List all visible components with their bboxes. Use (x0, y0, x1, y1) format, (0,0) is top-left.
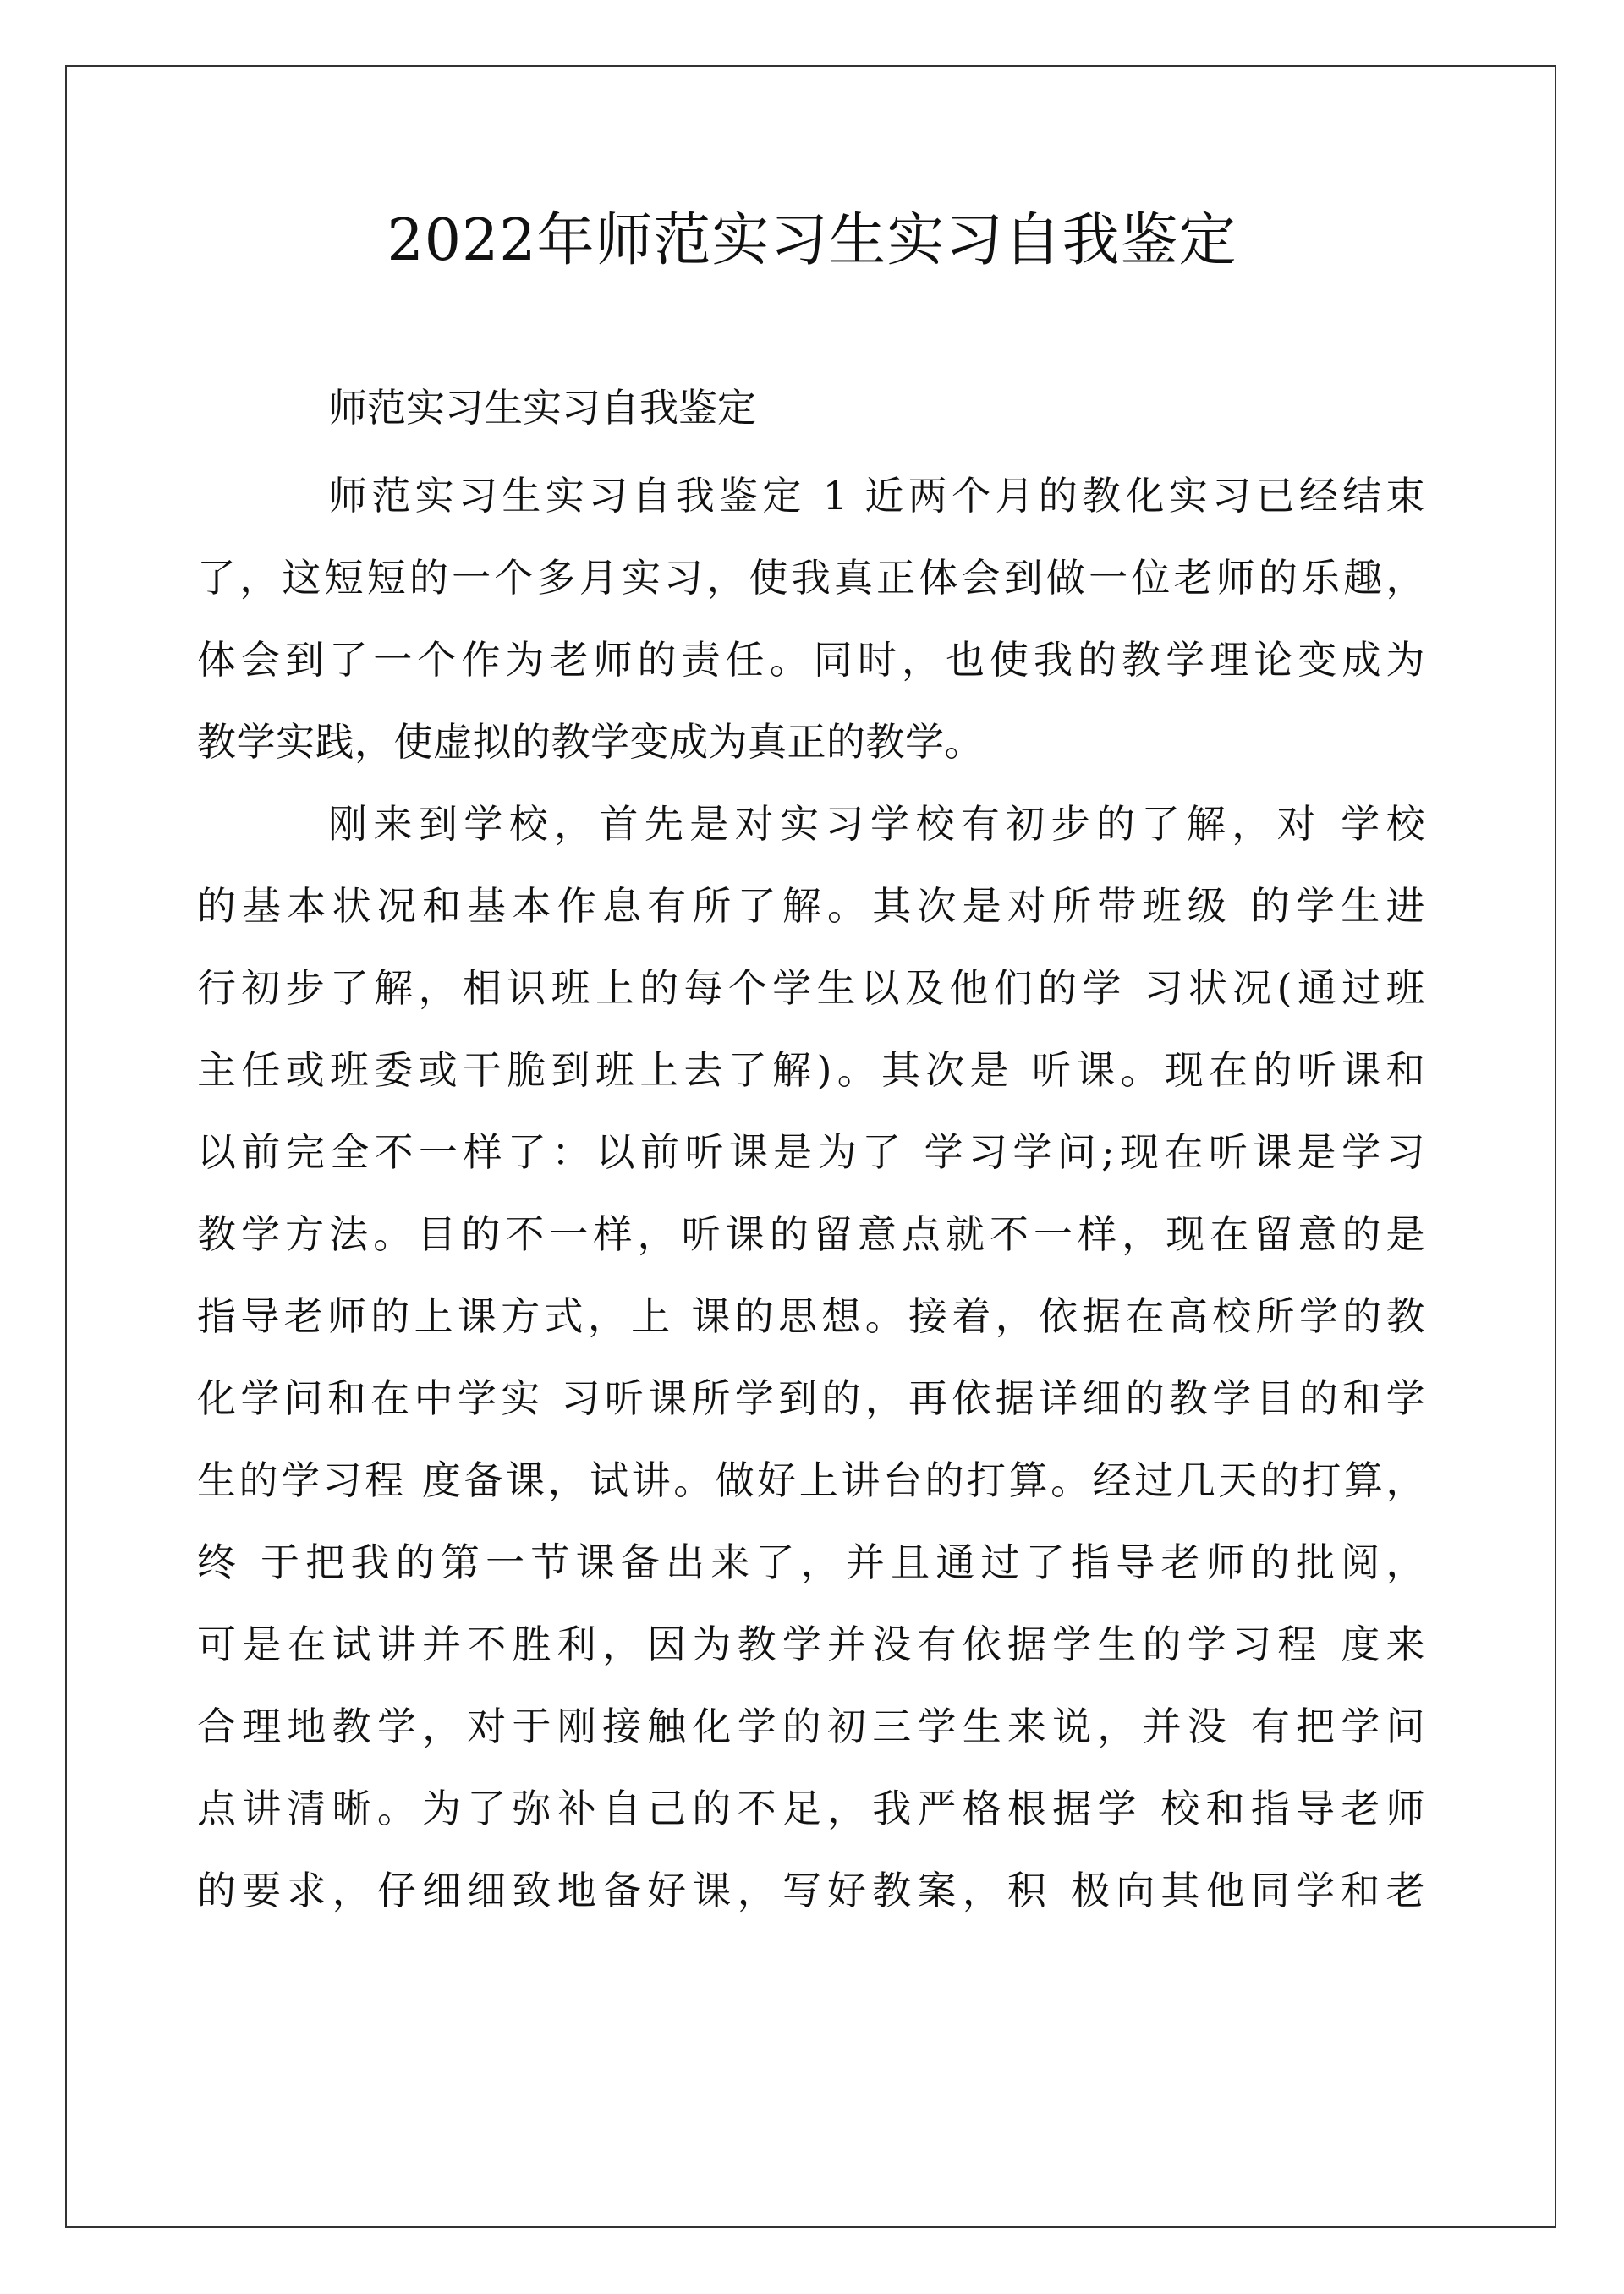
paragraph-1-line-1: 师范实习生实习自我鉴定 1 近两个月的教化实习已经结束 (328, 473, 1425, 519)
paragraph-1-line-4: 教学实践，使虚拟的教学变成为真正的教学。 (197, 719, 984, 765)
paragraph-2-line-11: 可是在试讲并不胜利，因为教学并没有依据学生的学习程 度来 (197, 1622, 1425, 1667)
paragraph-1-line-3: 体会到了一个作为老师的责任。同时，也使我的教学理论变成为 (197, 637, 1425, 683)
paragraph-2-line-12: 合理地教学，对于刚接触化学的初三学生来说，并没 有把学问 (197, 1704, 1425, 1749)
paragraph-2-line-2: 的基本状况和基本作息有所了解。其次是对所带班级 的学生进 (197, 883, 1425, 929)
paragraph-2-line-9: 生的学习程 度备课，试讲。做好上讲台的打算。经过几天的打算， (197, 1457, 1425, 1503)
paragraph-2-line-4: 主任或班委或干脆到班上去了解)。其次是 听课。现在的听课和 (197, 1047, 1425, 1093)
document-title: 2022年师范实习生实习自我鉴定 (387, 207, 1237, 274)
paragraph-1-line-2: 了，这短短的一个多月实习，使我真正体会到做一位老师的乐趣， (197, 555, 1425, 601)
paragraph-2-line-3: 行初步了解，相识班上的每个学生以及他们的学 习状况(通过班 (197, 965, 1425, 1011)
paragraph-2-line-1: 刚来到学校，首先是对实习学校有初步的了解，对 学校 (328, 801, 1425, 847)
paragraph-2-line-13: 点讲清晰。为了弥补自己的不足，我严格根据学 校和指导老师 (197, 1786, 1425, 1831)
paragraph-2-line-5: 以前完全不一样了：以前听课是为了 学习学问;现在听课是学习 (197, 1129, 1425, 1175)
paragraph-2-line-7: 指导老师的上课方式，上 课的思想。接着，依据在高校所学的教 (197, 1293, 1425, 1339)
paragraph-2-line-10: 终 于把我的第一节课备出来了，并且通过了指导老师的批阅， (197, 1539, 1425, 1585)
document-body (197, 455, 1425, 1932)
paragraph-2-line-6: 教学方法。目的不一样，听课的留意点就不一样，现在留意的是 (197, 1211, 1425, 1257)
paragraph-2-line-8: 化学问和在中学实 习听课所学到的，再依据详细的教学目的和学 (197, 1375, 1425, 1421)
paragraph-2-line-14: 的要求，仔细细致地备好课，写好教案，积 极向其他同学和老 (197, 1868, 1425, 1913)
document-subtitle: 师范实习生实习自我鉴定 (328, 385, 756, 431)
